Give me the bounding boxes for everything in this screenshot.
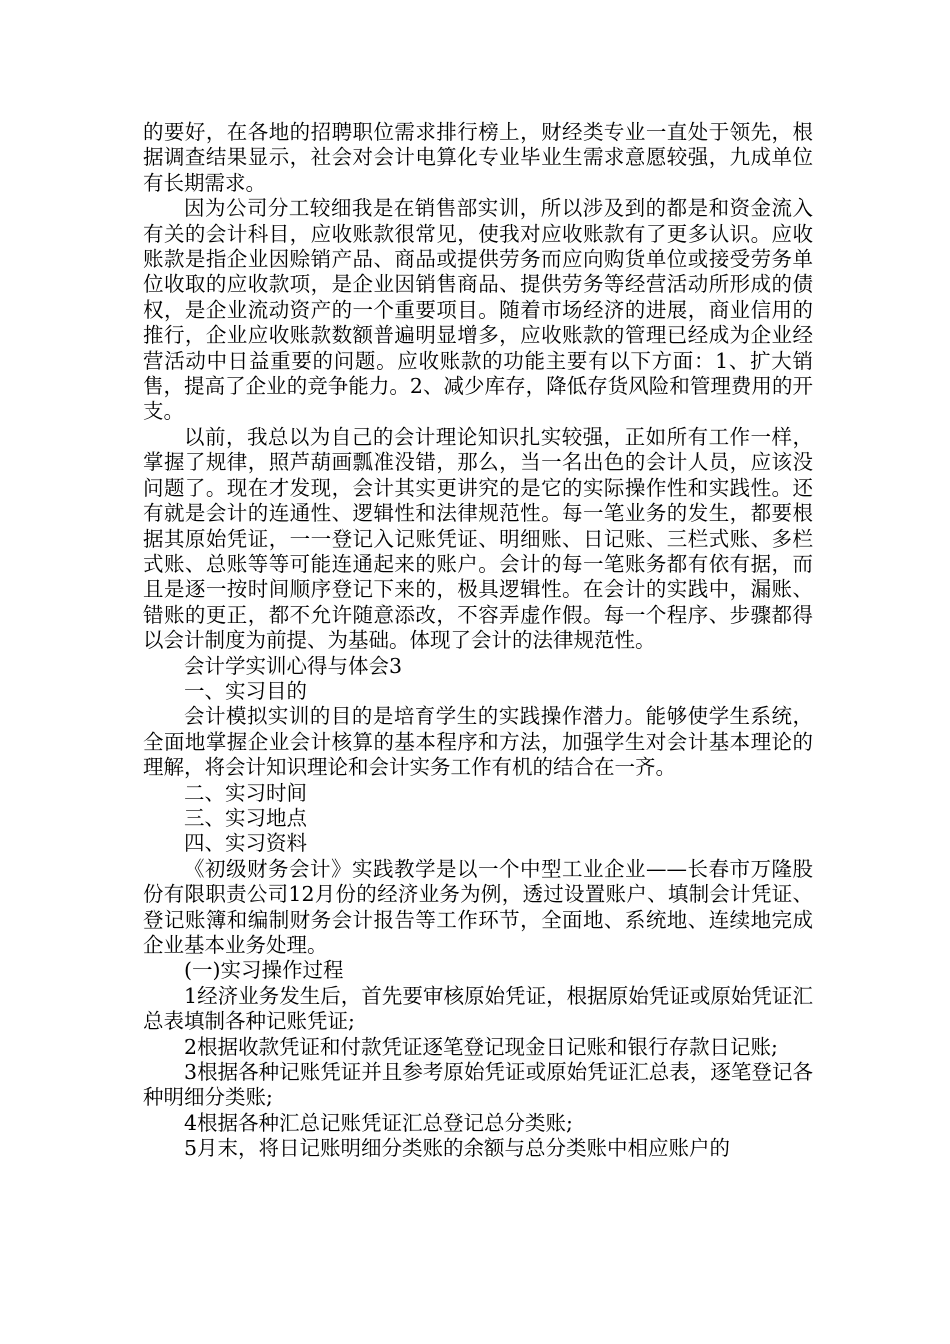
paragraph-3: 以前，我总以为自己的会计理论知识扎实较强，正如所有工作一样，掌握了规律，照芦葫画瓢准没错，那么，当一名出色的会计人员，应该没问题了。现在才发现，会计其实更讲究的是它的实际操作性和实践性。还有就是会计的连通性、逻辑性和法律规范性。每一笔业务的发生，都要根据其原始凭证，一一登记入记账凭证、明细账、日记账、三栏式账、多栏式账、总账等等可能连通起来的账户。会计的每一笔账务都有依有据，而且是逐一按时间顺序登记下来的，极具逻辑性。在会计的实践中，漏账、错账的更正，都不允许随意添改，不容弄虚作假。每一个程序、步骤都得以会计制度为前提、为基础。体现了会计的法律规范性。: [143, 424, 813, 653]
process-step-1: 1经济业务发生后，首先要审核原始凭证，根据原始凭证或原始凭证汇总表填制各种记账凭证;: [143, 983, 813, 1034]
heading-process: (一)实习操作过程: [184, 958, 344, 983]
process-step-5: 5月末，将日记账明细分类账的余额与总分类账中相应账户的: [184, 1136, 731, 1161]
paragraph-purpose: 会计模拟实训的目的是培育学生的实践操作潜力。能够使学生系统，全面地掌握企业会计核算的基本程序和方法，加强学生对会计基本理论的理解，将会计知识理论和会计实务工作有机的结合在一齐。: [143, 704, 813, 780]
heading-materials: 四、实习资料: [184, 831, 307, 856]
heading-purpose: 一、实习目的: [184, 678, 307, 703]
process-step-3: 3根据各种记账凭证并且参考原始凭证或原始凭证汇总表，逐笔登记各种明细分类账;: [143, 1060, 813, 1110]
paragraph-materials: 《初级财务会计》实践教学是以一个中型工业企业——长春市万隆股份有限职责公司12月份的经济业务为例，透过设置账户、填制会计凭证、登记账簿和编制财务会计报告等工作环节，全面地、系统地、连续地完成企业基本业务处理。: [143, 856, 813, 957]
heading-location: 三、实习地点: [184, 805, 307, 830]
process-step-4: 4根据各种汇总记账凭证汇总登记总分类账;: [184, 1110, 573, 1135]
section-title: 会计学实训心得与体会3: [184, 653, 403, 678]
paragraph-1: 的要好，在各地的招聘职位需求排行榜上，财经类专业一直处于领先，根据调查结果显示，社会对会计电算化专业毕业生需求意愿较强，九成单位有长期需求。: [143, 120, 813, 195]
heading-time: 二、实习时间: [184, 780, 307, 805]
process-step-2: 2根据收款凭证和付款凭证逐笔登记现金日记账和银行存款日记账;: [184, 1034, 778, 1059]
paragraph-2: 因为公司分工较细我是在销售部实训，所以涉及到的都是和资金流入有关的会计科目，应收账款很常见，使我对应收账款有了更多认识。应收账款是指企业因赊销产品、商品或提供劳务而应向购货单位或接受劳务单位收取的应收款项，是企业因销售商品、提供劳务等经营活动所形成的债权，是企业流动资产的一个重要项目。随着市场经济的进展，商业信用的推行，企业应收账款数额普遍明显增多，应收账款的管理已经成为企业经营活动中日益重要的问题。应收账款的功能主要有以下方面：1、扩大销售，提高了企业的竞争能力。2、减少库存，降低存货风险和管理费用的开支。: [143, 196, 813, 424]
document-page: [143, 120, 813, 1162]
